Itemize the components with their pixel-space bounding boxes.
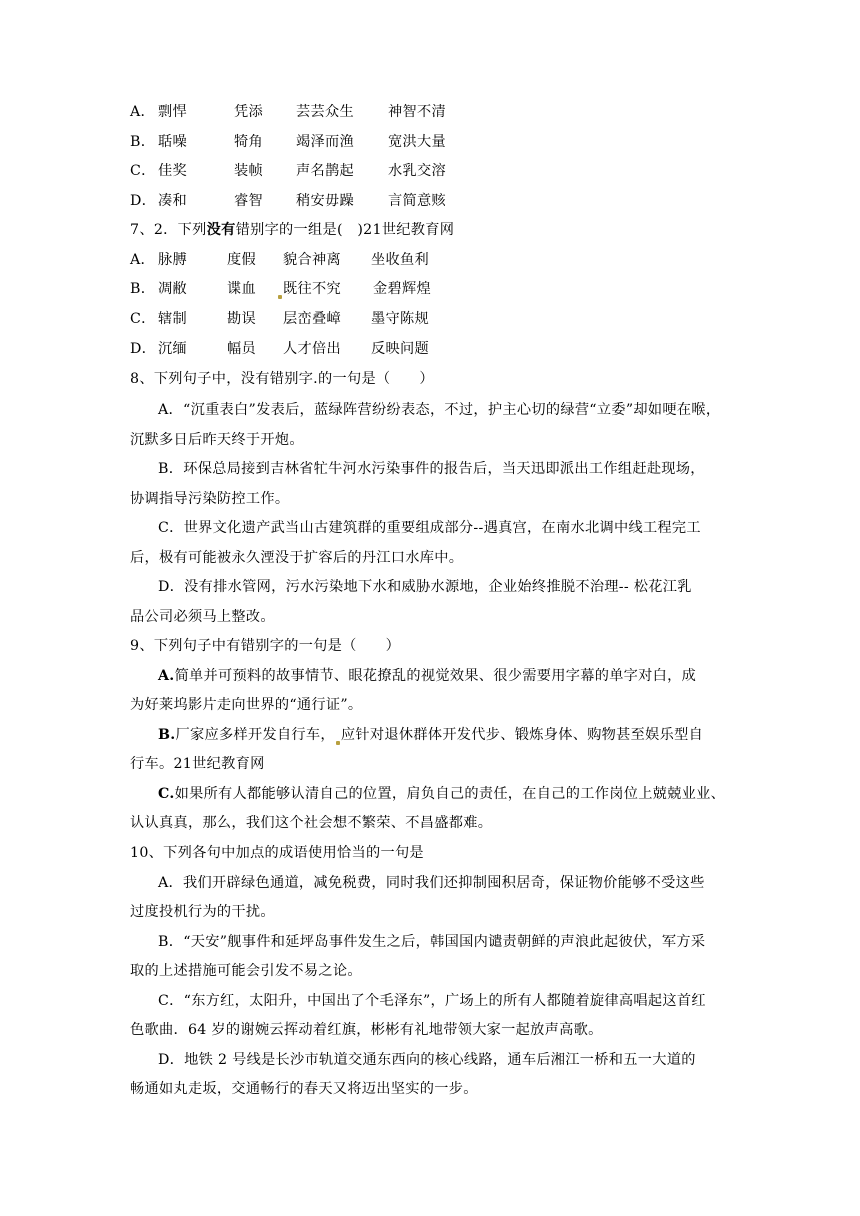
option-word: 装帧 [234,163,263,179]
q7-option-b [130,275,730,305]
option-letter: C． [130,163,156,179]
option-word: 勘误 [227,311,256,327]
option-word: 凋敝 [158,281,187,297]
q9-option-c-line2: 认认真真，那么，我们这个社会想不繁荣、不昌盛都难。 [130,815,493,831]
q10-option-c-line1: C．“东方红，太阳升，中国出了个毛泽东”，广场上的所有人都随着旋律高唱起这首红 [158,993,706,1009]
option-letter: B． [130,134,156,150]
q7-stem-post: 错别字的一组是( )21世纪教育网 [235,222,455,238]
option-text: 厂家应多样开发自行车， [175,727,335,743]
option-text: 如果所有人都能够认清自己的位置，肩负自己的责任，在自己的工作岗位上兢兢业业、 [174,786,726,802]
option-word: 辖制 [158,311,187,327]
option-word: 貌合神离 [283,252,341,268]
option-word: 金碧辉煌 [373,281,431,297]
q7-option-c [130,305,730,335]
option-word: 聒噪 [158,134,187,150]
q9-stem: 9、下列句子中有错别字的一句是（ ） [130,638,401,654]
q7-stem [130,216,730,246]
option-word: 佳奖 [158,163,187,179]
option-word: 凭添 [234,104,263,120]
option-word: 睿智 [234,193,263,209]
option-letter: C． [130,311,156,327]
q8-option-c-line2: 后，极有可能被永久湮没于扩容后的丹江口水库中。 [130,550,464,566]
option-word: 坐收鱼利 [371,252,429,268]
q10-stem: 10、下列各句中加点的成语使用恰当的一句是 [130,845,424,861]
option-word: 凑和 [158,193,187,209]
q7-option-a [130,246,730,276]
option-word: 竭泽而渔 [296,134,354,150]
option-word: 稍安毋躁 [296,193,354,209]
q9-option-b-line1 [158,721,758,751]
option-letter: A． [130,104,156,120]
q9-option-a-line1 [158,662,758,692]
q9-option-b-line2: 行车。21世纪教育网 [130,756,265,772]
edit-mark [278,295,282,299]
q10-option-d-line1: D．地铁 2 号线是长沙市轨道交通东西向的核心线路，通车后湘江一桥和五一大道的 [158,1052,696,1068]
option-word: 度假 [227,252,256,268]
q9-option-a-line2: 为好莱坞影片走向世界的“通行证”。 [130,697,363,713]
option-letter: B. [158,727,176,743]
q8-option-d-line2: 品公司必须马上整改。 [130,609,275,625]
edit-mark [336,741,340,745]
q8-option-b-line2: 协调指导污染防控工作。 [130,491,290,507]
q6-option-b [130,128,730,158]
option-word: 墨守陈规 [371,311,429,327]
option-word: 层峦叠嶂 [283,311,341,327]
option-word: 幅员 [227,341,256,357]
option-word: 水乳交溶 [388,163,446,179]
q6-option-d [130,187,730,217]
option-word: 既往不究 [283,281,341,297]
q8-option-b-line1: B．环保总局接到吉林省牤牛河水污染事件的报告后，当天迅即派出工作组赶赴现场， [158,461,705,477]
option-word: 犄角 [234,134,263,150]
q9-option-c-line1 [158,780,758,810]
option-letter: A. [158,668,175,684]
q6-option-a [130,98,730,128]
option-word: 反映问题 [371,341,429,357]
option-word: 谍血 [227,281,256,297]
option-word: 神智不清 [388,104,446,120]
option-text: 简单并可预料的故事情节、眼花撩乱的视觉效果、很少需要用字幕的单字对白，成 [174,668,697,684]
option-letter: B． [130,281,156,297]
q7-option-d [130,335,730,365]
option-letter: D． [130,341,157,357]
option-word: 芸芸众生 [296,104,354,120]
option-word: 脉膊 [158,252,187,268]
q8-option-a-line2: 沉默多日后昨天终于开炮。 [130,432,304,448]
q7-stem-bold: 没有 [206,222,236,238]
q8-option-c-line1: C．世界文化遗产武当山古建筑群的重要组成部分--遇真宫，在南水北调中线工程完工 [158,520,701,536]
q10-option-b-line1: B．“天安”舰事件和延坪岛事件发生之后，韩国国内谴责朝鲜的声浪此起彼伏，军方采 [158,934,706,950]
option-text: 应针对退休群体开发代步、锻炼身体、购物甚至娱乐型自 [340,727,704,743]
q10-option-d-line2: 畅通如丸走坂，交通畅行的春天又将迈出坚实的一步。 [130,1081,478,1097]
option-word: 言简意赅 [388,193,446,209]
option-word: 沉缅 [158,341,187,357]
q7-stem-pre: 7、2．下列 [130,222,207,238]
option-word: 剽悍 [158,104,187,120]
option-word: 宽洪大量 [388,134,446,150]
q10-option-a-line1: A．我们开辟绿色通道，减免税费，同时我们还抑制囤积居奇，保证物价能够不受这些 [158,875,705,891]
option-word: 声名鹊起 [296,163,354,179]
q8-option-a-line1: A．“沉重表白”发表后，蓝绿阵营纷纷表态，不过，护主心切的绿营“立委”却如哽在喉， [158,402,721,418]
q10-option-b-line2: 取的上述措施可能会引发不易之论。 [130,963,362,979]
option-letter: A． [130,252,156,268]
q10-option-c-line2: 色歌曲．64 岁的谢婉云挥动着红旗，彬彬有礼地带领大家一起放声高歌。 [130,1022,603,1038]
q10-option-a-line2: 过度投机行为的干扰。 [130,904,275,920]
q6-option-c [130,157,730,187]
option-letter: D． [130,193,157,209]
option-word: 人才倍出 [283,341,341,357]
option-letter: C. [158,786,175,802]
q8-stem: 8、下列句子中，没有错别字.的一句是（ ） [130,371,434,387]
q8-option-d-line1: D．没有排水管网，污水污染地下水和威胁水源地，企业始终推脱不治理-- 松花江乳 [158,579,692,595]
